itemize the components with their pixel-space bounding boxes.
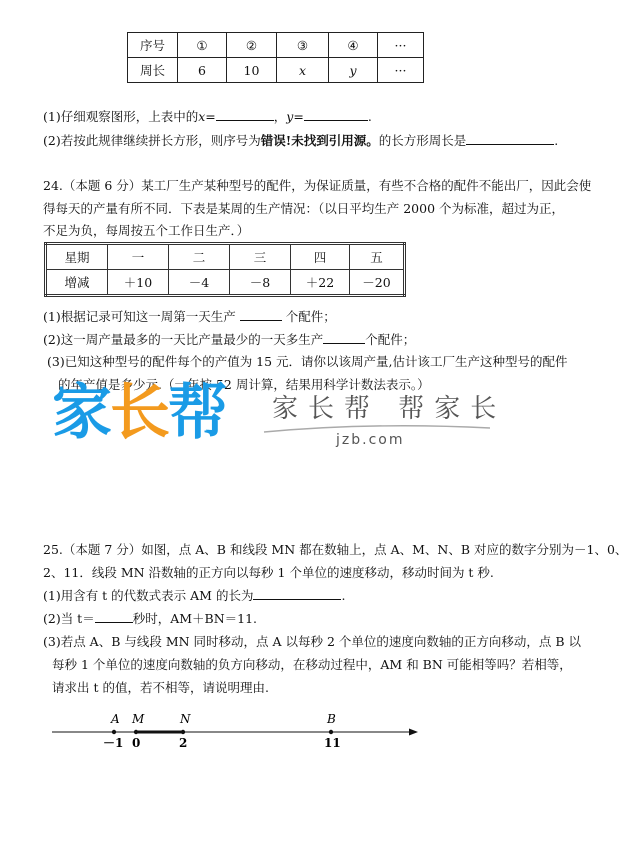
q24-line3: 不足为负，每周按五个工作日生产．） [43, 223, 250, 238]
label-b: B [327, 712, 336, 726]
table-cell: ··· [378, 58, 424, 83]
value-n: 2 [179, 736, 188, 750]
table-cell: 星期 [46, 244, 108, 270]
ref-error-text: 错误!未找到引用源。 [260, 133, 379, 148]
q25-sub2-text: (2)当 t＝ [43, 611, 95, 626]
table-cell: 二 [169, 244, 230, 270]
answer-blank[interactable] [240, 308, 282, 321]
q23-part1-text: (1)仔细观察图形，上表中的 [43, 109, 199, 124]
table-cell: 序号 [128, 33, 178, 58]
table-cell [329, 58, 378, 83]
point-b [329, 730, 333, 734]
q23-part2-text: (2)若按此规律继续拼长方形，则序号为 [43, 133, 261, 148]
table-cell: ＋10 [108, 270, 169, 296]
production-table [44, 242, 406, 297]
table-row [128, 33, 424, 58]
table-cell: 五 [350, 244, 405, 270]
answer-blank[interactable] [323, 331, 365, 344]
logo-char: 长 [110, 378, 168, 448]
jzb-url: jzb.com [336, 432, 405, 448]
table-cell: ② [227, 33, 277, 58]
q24-line2: 得每天的产量有所不同．下表是某周的生产情况：（以日平均生产 2000 个为标准，超过为正， [43, 201, 565, 216]
q25-sub3-line2: 每秒 1 个单位的速度向数轴的负方向移动，在移动过程中，AM 和 BN 可能相等吗？若相等， [52, 657, 572, 672]
equals: = [205, 109, 216, 124]
q23-part2: (2)若按此规律继续拼长方形，则序号为错误!未找到引用源。的长方形周长是 . [43, 133, 559, 148]
q25-line1: 25.（本题 7 分）如图，点 A、B 和线段 MN 都在数轴上，点 A、M、N、B 对应的数字分别为－1、0、 [43, 542, 627, 557]
table-cell: ③ [277, 33, 329, 58]
value-a: －1 [103, 736, 124, 750]
table-row [128, 58, 424, 83]
q24-sub2-end: 个配件； [365, 332, 416, 347]
table-cell: －8 [230, 270, 291, 296]
q24-line1: 24.（本题 6 分）某工厂生产某种型号的配件，为保证质量，有些不合格的配件不能出厂，因此会使 [43, 178, 592, 193]
q25-line2: 2、11．线段 MN 沿数轴的正方向以每秒 1 个单位的速度移动，移动时间为 t 秒. [43, 565, 494, 580]
q24-sub2-text: (2)这一周产量最多的一天比产量最少的一天多生产 [43, 332, 324, 347]
table-cell: 周长 [128, 58, 178, 83]
point-a [112, 730, 116, 734]
axis-arrow-icon [409, 729, 418, 736]
q25-sub3-line3: 请求出 t 的值，若不相等，请说明理由. [52, 680, 269, 695]
table-cell: 一 [108, 244, 169, 270]
answer-blank[interactable] [466, 132, 554, 145]
label-n: N [180, 712, 191, 726]
var-x: x [198, 109, 206, 124]
q23-part2-end: 的长方形周长是 [378, 133, 467, 148]
answer-blank[interactable] [216, 108, 274, 121]
perimeter-table [127, 32, 424, 83]
period: . [341, 588, 346, 603]
q25-sub3-line1: (3)若点 A、B 与线段 MN 同时移动，点 A 以每秒 2 个单位的速度向数轴的正方向移动，点 B 以 [43, 634, 582, 649]
var-x: x [298, 62, 307, 78]
q24-sub1-end: 个配件； [285, 309, 336, 324]
q25-sub1 [43, 586, 345, 604]
jzb-slogan: 家长帮 帮家长 [272, 394, 507, 424]
number-line [40, 705, 430, 753]
table-cell: 10 [227, 58, 277, 83]
q24-sub1 [43, 307, 336, 325]
answer-blank[interactable] [95, 610, 133, 623]
table-cell: 四 [291, 244, 350, 270]
var-y: y [349, 62, 357, 78]
jzb-logo [52, 378, 226, 448]
table-cell: ④ [329, 33, 378, 58]
table-cell: －20 [350, 270, 405, 296]
q24-sub3-line2: 的年产值是多少元.（一年按 52 周计算，结果用科学计数法表示。） [58, 377, 430, 392]
q25-sub2-end: 秒时，AM＋BN＝11. [132, 611, 258, 626]
equals: = [293, 109, 304, 124]
period: . [367, 109, 372, 124]
value-m: 0 [132, 736, 141, 750]
table-cell: 三 [230, 244, 291, 270]
table-cell: ① [178, 33, 227, 58]
table-row [46, 244, 405, 270]
point-m [134, 730, 138, 734]
table-row [46, 270, 405, 296]
table-cell: －4 [169, 270, 230, 296]
label-a: A [111, 712, 120, 726]
logo-char: 家 [52, 378, 110, 448]
label-m: M [132, 712, 145, 726]
q25-sub2 [43, 609, 257, 627]
q24-sub3-line1: (3)已知这种型号的配件每个的产值为 15 元．请你以该周产量,估计该工厂生产这种型号的配件 [47, 354, 568, 369]
answer-blank[interactable] [304, 108, 368, 121]
q24-sub1-text: (1)根据记录可知这一周第一天生产 [43, 309, 236, 324]
point-n [181, 730, 185, 734]
value-b: 11 [324, 736, 341, 750]
q25-sub1-text: (1)用含有 t 的代数式表示 AM 的长为 [43, 588, 254, 603]
logo-char: 帮 [168, 378, 226, 448]
table-cell: ＋22 [291, 270, 350, 296]
var-y: y [286, 109, 294, 124]
table-cell [277, 58, 329, 83]
table-cell: ··· [378, 33, 424, 58]
table-cell: 6 [178, 58, 227, 83]
table-cell: 增减 [46, 270, 108, 296]
q23-part1: (1)仔细观察图形，上表中的x= ，y= . [43, 109, 372, 124]
q24-sub2 [43, 330, 415, 348]
answer-blank[interactable] [253, 587, 341, 600]
